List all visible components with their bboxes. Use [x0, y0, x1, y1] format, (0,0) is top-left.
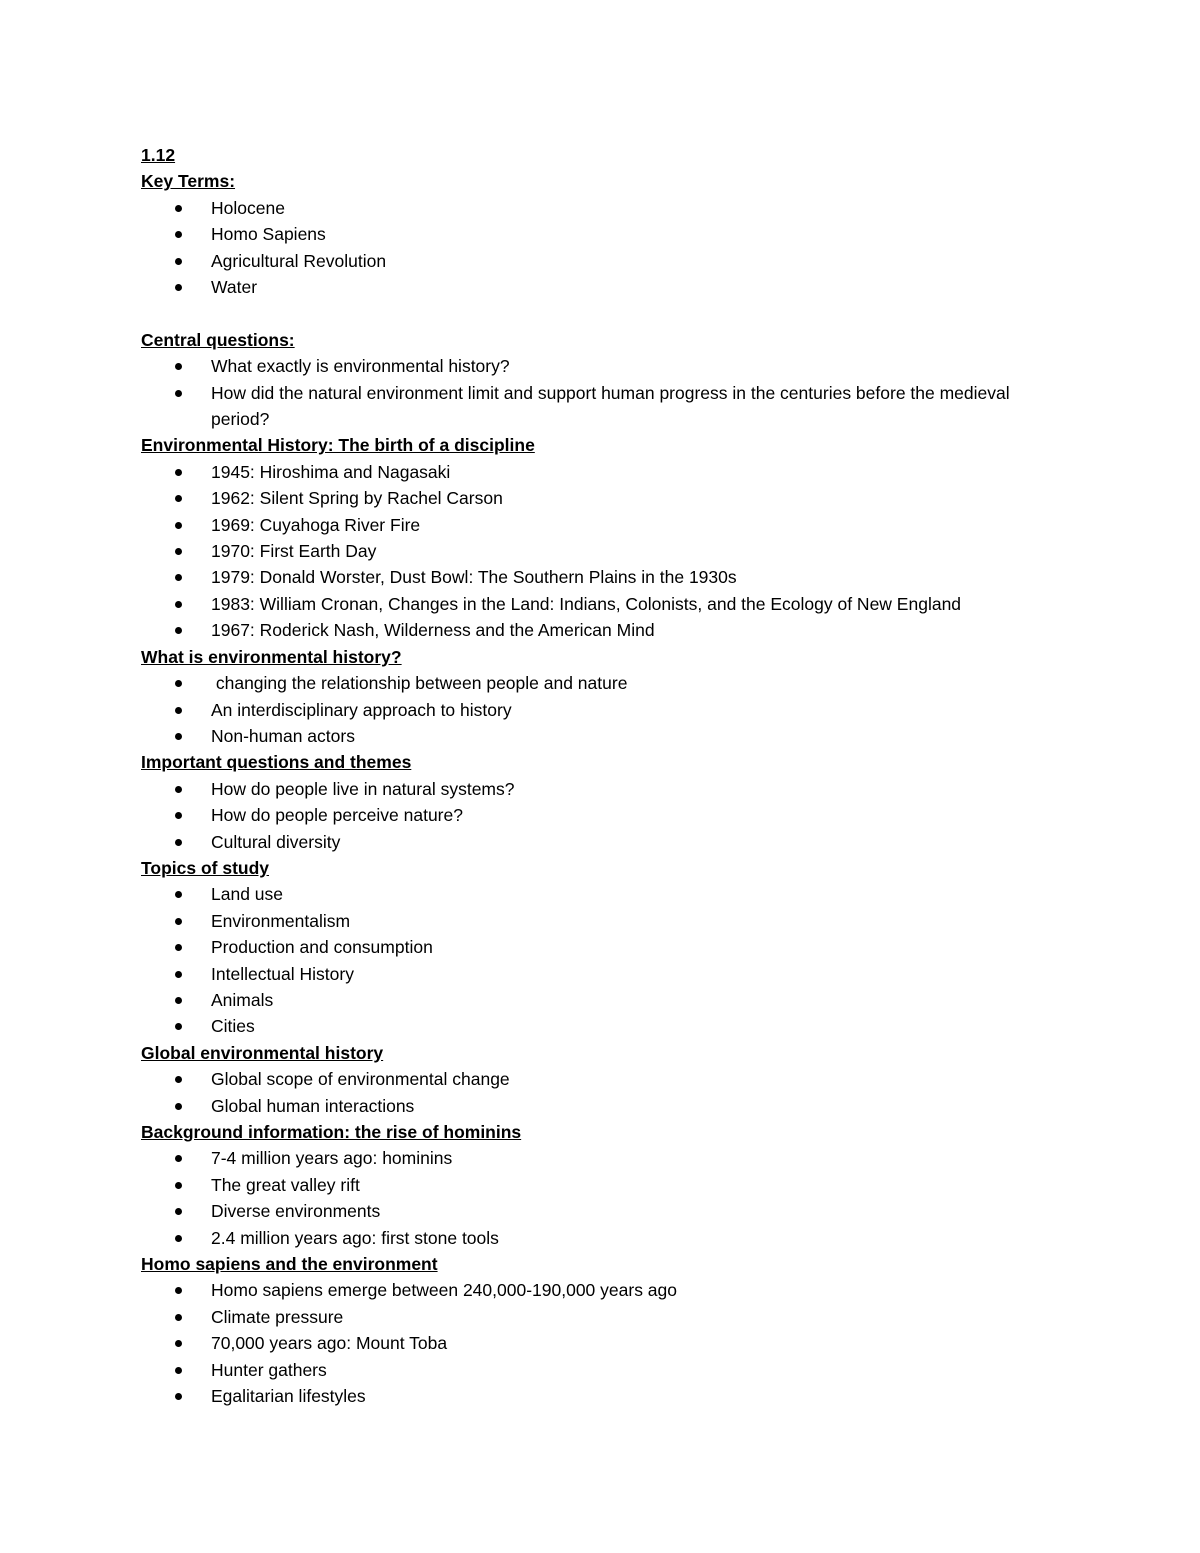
list-item: Homo sapiens emerge between 240,000-190,000 years ago	[141, 1277, 1061, 1303]
list-item: changing the relationship between people and nature	[141, 670, 1061, 696]
list-item: 1983: William Cronan, Changes in the Land: Indians, Colonists, and the Ecology of New England	[141, 591, 1061, 617]
bullet-icon	[175, 522, 182, 529]
bullet-icon	[175, 390, 182, 397]
bullet-icon	[175, 971, 182, 978]
bullet-icon	[175, 495, 182, 502]
bullet-icon	[175, 284, 182, 291]
homo-sapiens-list	[141, 1277, 1061, 1409]
bullet-icon	[175, 1314, 182, 1321]
section-heading-central-questions: Central questions:	[141, 329, 295, 350]
bullet-icon	[175, 627, 182, 634]
list-item: Homo Sapiens	[141, 221, 1061, 247]
list-item: 1969: Cuyahoga River Fire	[141, 512, 1061, 538]
list-item: Animals	[141, 987, 1061, 1013]
bullet-icon	[175, 1155, 182, 1162]
bullet-icon	[175, 1103, 182, 1110]
bullet-icon	[175, 601, 182, 608]
bullet-icon	[175, 733, 182, 740]
bullet-icon	[175, 469, 182, 476]
bullet-icon	[175, 1208, 182, 1215]
section-heading-global-env-history: Global environmental history	[141, 1042, 384, 1063]
list-item: Environmentalism	[141, 908, 1061, 934]
list-item: Production and consumption	[141, 934, 1061, 960]
bullet-icon	[175, 1235, 182, 1242]
list-item: Cities	[141, 1013, 1061, 1039]
bullet-icon	[175, 786, 182, 793]
rise-of-hominins-list	[141, 1145, 1061, 1251]
document-title: 1.12	[141, 145, 176, 165]
section-heading-what-is-env-history: What is environmental history?	[141, 646, 402, 667]
important-questions-list	[141, 776, 1061, 855]
list-item: Diverse environments	[141, 1198, 1061, 1224]
list-item: How do people live in natural systems?	[141, 776, 1061, 802]
section-heading-topics-of-study: Topics of study	[141, 857, 270, 878]
list-item: Land use	[141, 881, 1061, 907]
what-is-env-history-list	[141, 670, 1061, 749]
list-item: Water	[141, 274, 1061, 300]
bullet-icon	[175, 891, 182, 898]
bullet-icon	[175, 1182, 182, 1189]
list-item: Intellectual History	[141, 961, 1061, 987]
list-item: 1945: Hiroshima and Nagasaki	[141, 459, 1061, 485]
birth-of-discipline-list	[141, 459, 1061, 644]
bullet-icon	[175, 1367, 182, 1374]
list-item: An interdisciplinary approach to history	[141, 697, 1061, 723]
bullet-icon	[175, 1023, 182, 1030]
bullet-icon	[175, 944, 182, 951]
bullet-icon	[175, 1287, 182, 1294]
bullet-icon	[175, 205, 182, 212]
bullet-icon	[175, 1393, 182, 1400]
list-item: How do people perceive nature?	[141, 802, 1061, 828]
bullet-icon	[175, 363, 182, 370]
list-item: Holocene	[141, 195, 1061, 221]
list-item: The great valley rift	[141, 1172, 1061, 1198]
list-item: Non-human actors	[141, 723, 1061, 749]
section-heading-homo-sapiens: Homo sapiens and the environment	[141, 1254, 438, 1275]
section-heading-birth-of-discipline: Environmental History: The birth of a discipline	[141, 435, 535, 456]
bullet-icon	[175, 707, 182, 714]
list-item: 1967: Roderick Nash, Wilderness and the American Mind	[141, 617, 1061, 643]
bullet-icon	[175, 812, 182, 819]
global-env-history-list	[141, 1066, 1061, 1119]
bullet-icon	[175, 918, 182, 925]
list-item: How did the natural environment limit and support human progress in the centuries before the medieval period?	[141, 380, 1061, 433]
list-item: Climate pressure	[141, 1304, 1061, 1330]
list-item: Agricultural Revolution	[141, 248, 1061, 274]
section-heading-rise-of-hominins: Background information: the rise of hominins	[141, 1122, 522, 1143]
bullet-icon	[175, 839, 182, 846]
bullet-icon	[175, 548, 182, 555]
list-item: 1970: First Earth Day	[141, 538, 1061, 564]
list-item: What exactly is environmental history?	[141, 353, 1061, 379]
list-item: 70,000 years ago: Mount Toba	[141, 1330, 1061, 1356]
bullet-icon	[175, 258, 182, 265]
list-item: Cultural diversity	[141, 829, 1061, 855]
list-item: Egalitarian lifestyles	[141, 1383, 1061, 1409]
key-terms-list	[141, 195, 1061, 301]
bullet-icon	[175, 231, 182, 238]
list-item: 1979: Donald Worster, Dust Bowl: The Southern Plains in the 1930s	[141, 564, 1061, 590]
list-item: Hunter gathers	[141, 1357, 1061, 1383]
bullet-icon	[175, 574, 182, 581]
central-questions-list	[141, 353, 1061, 432]
list-item: 7-4 million years ago: hominins	[141, 1145, 1061, 1171]
bullet-icon	[175, 680, 182, 687]
section-heading-key-terms: Key Terms:	[141, 171, 236, 192]
bullet-icon	[175, 1340, 182, 1347]
document-page	[141, 142, 1061, 1409]
section-heading-important-questions: Important questions and themes	[141, 752, 412, 773]
blank-line	[141, 300, 1061, 326]
list-item: 1962: Silent Spring by Rachel Carson	[141, 485, 1061, 511]
topics-of-study-list	[141, 881, 1061, 1039]
list-item: 2.4 million years ago: first stone tools	[141, 1225, 1061, 1251]
bullet-icon	[175, 1076, 182, 1083]
list-item: Global scope of environmental change	[141, 1066, 1061, 1092]
list-item: Global human interactions	[141, 1093, 1061, 1119]
bullet-icon	[175, 997, 182, 1004]
